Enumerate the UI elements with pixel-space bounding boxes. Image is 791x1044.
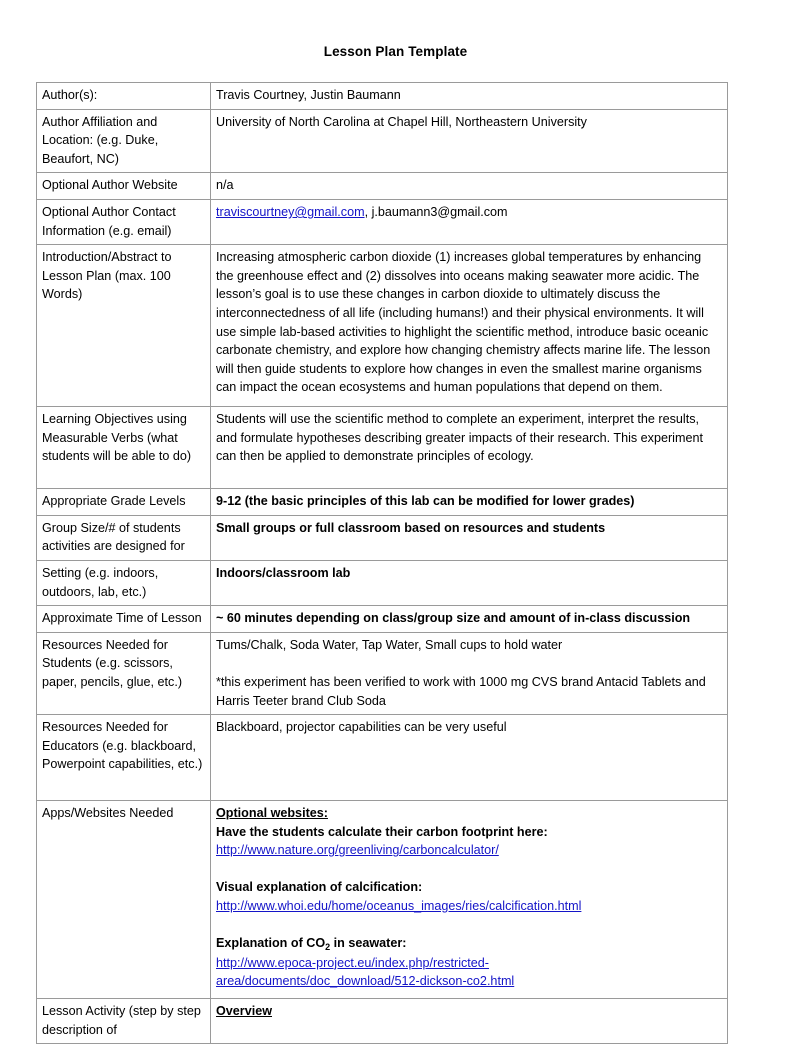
email-plain-secondary: j.baumann3@gmail.com [371,204,508,219]
row-label-student-resources: Resources Needed for Students (e.g. scissors, paper, pencils, glue, etc.) [37,632,211,714]
table-row [37,715,728,801]
table-row [37,801,728,999]
table-row [37,489,728,516]
co2-subscript: 2 [325,942,331,953]
row-value-group-size: Small groups or full classroom based on resources and students [211,515,728,560]
row-label-authors: Author(s): [37,83,211,110]
row-value-educator-resources: Blackboard, projector capabilities can be very useful [211,715,728,801]
student-resources-line-2: *this experiment has been verified to work with 1000 mg CVS brand Antacid Tablets and Harris Teeter brand Club Soda [216,674,706,708]
calcification-link[interactable]: http://www.whoi.edu/home/oceanus_images/ries/calcification.html [216,899,582,914]
row-value-contact [211,199,728,244]
row-label-affiliation: Author Affiliation and Location: (e.g. Duke, Beaufort, NC) [37,109,211,173]
row-value-student-resources [211,632,728,714]
table-row [37,109,728,173]
email-separator: , [364,204,372,219]
row-label-setting: Setting (e.g. indoors, outdoors, lab, etc.) [37,560,211,605]
row-label-objectives: Learning Objectives using Measurable Verbs (what students will be able to do) [37,407,211,489]
row-label-lesson-activity: Lesson Activity (step by step description of [37,999,211,1044]
row-value-authors: Travis Courtney, Justin Baumann [211,83,728,110]
optional-websites-heading: Optional websites: [216,806,328,821]
page-title: Lesson Plan Template [323,44,468,59]
carbon-footprint-description: Have the students calculate their carbon footprint here: [216,824,548,839]
lesson-plan-table [36,82,728,1044]
co2-label-part-b: in seawater: [330,936,407,951]
row-label-apps-websites: Apps/Websites Needed [37,801,211,999]
row-label-group-size: Group Size/# of students activities are designed for [37,515,211,560]
row-label-abstract: Introduction/Abstract to Lesson Plan (max. 100 Words) [37,245,211,407]
row-value-objectives: Students will use the scientific method to complete an experiment, interpret the results, and formulate hypotheses describing greater impacts of their research. This experiment can then be applied to demonstrate principles of ecology. [211,407,728,489]
carbon-calculator-link[interactable]: http://www.nature.org/greenliving/carboncalculator/ [216,843,499,858]
row-value-website: n/a [211,173,728,200]
row-value-setting: Indoors/classroom lab [211,560,728,605]
row-value-affiliation: University of North Carolina at Chapel Hill, Northeastern University [211,109,728,173]
table-row [37,999,728,1044]
table-row [37,245,728,407]
row-label-time: Approximate Time of Lesson [37,606,211,633]
table-row [37,407,728,489]
table-row [37,515,728,560]
student-resources-line-1: Tums/Chalk, Soda Water, Tap Water, Small cups to hold water [216,637,563,652]
table-row [37,560,728,605]
co2-label-part-a: Explanation of CO [216,936,326,951]
row-label-educator-resources: Resources Needed for Educators (e.g. blackboard, Powerpoint capabilities, etc.) [37,715,211,801]
email-link-primary[interactable]: traviscourtney@gmail.com [216,204,365,219]
row-label-website: Optional Author Website [37,173,211,200]
row-value-grade-levels: 9-12 (the basic principles of this lab can be modified for lower grades) [211,489,728,516]
row-value-abstract: Increasing atmospheric carbon dioxide (1) increases global temperatures by enhancing the greenhouse effect and (2) dissolves into oceans making seawater more acidic. The lesson’s goal is to use these changes in carbon dioxide to ultimately discuss the interconnectedness of all life (including humans!) and their physical environments. It will use simple lab-based activities to highlight the scientific method, introduce basic oceanic carbonate chemistry, and explore how changing chemistry affects marine life. The lesson will then guide students to explore how changes in even the smallest marine organisms can impact the ocean ecosystems and human populations that depend on them. [211,245,728,407]
table-row [37,173,728,200]
co2-seawater-description [216,934,722,954]
row-value-lesson-activity: Overview [211,999,728,1044]
epoca-link-line-2[interactable]: area/documents/doc_download/512-dickson-co2.html [216,974,515,989]
epoca-link-line-1[interactable]: http://www.epoca-project.eu/index.php/restricted- [216,955,490,970]
table-row [37,606,728,633]
row-label-grade-levels: Appropriate Grade Levels [37,489,211,516]
spacer-line [216,654,722,673]
table-row [37,83,728,110]
row-value-time: ~ 60 minutes depending on class/group size and amount of in-class discussion [211,606,728,633]
spacer-line [216,916,722,935]
calcification-description: Visual explanation of calcification: [216,880,423,895]
spacer-line [216,860,722,879]
row-label-contact: Optional Author Contact Information (e.g. email) [37,199,211,244]
table-row [37,199,728,244]
row-value-apps-websites [211,801,728,999]
table-row [37,632,728,714]
